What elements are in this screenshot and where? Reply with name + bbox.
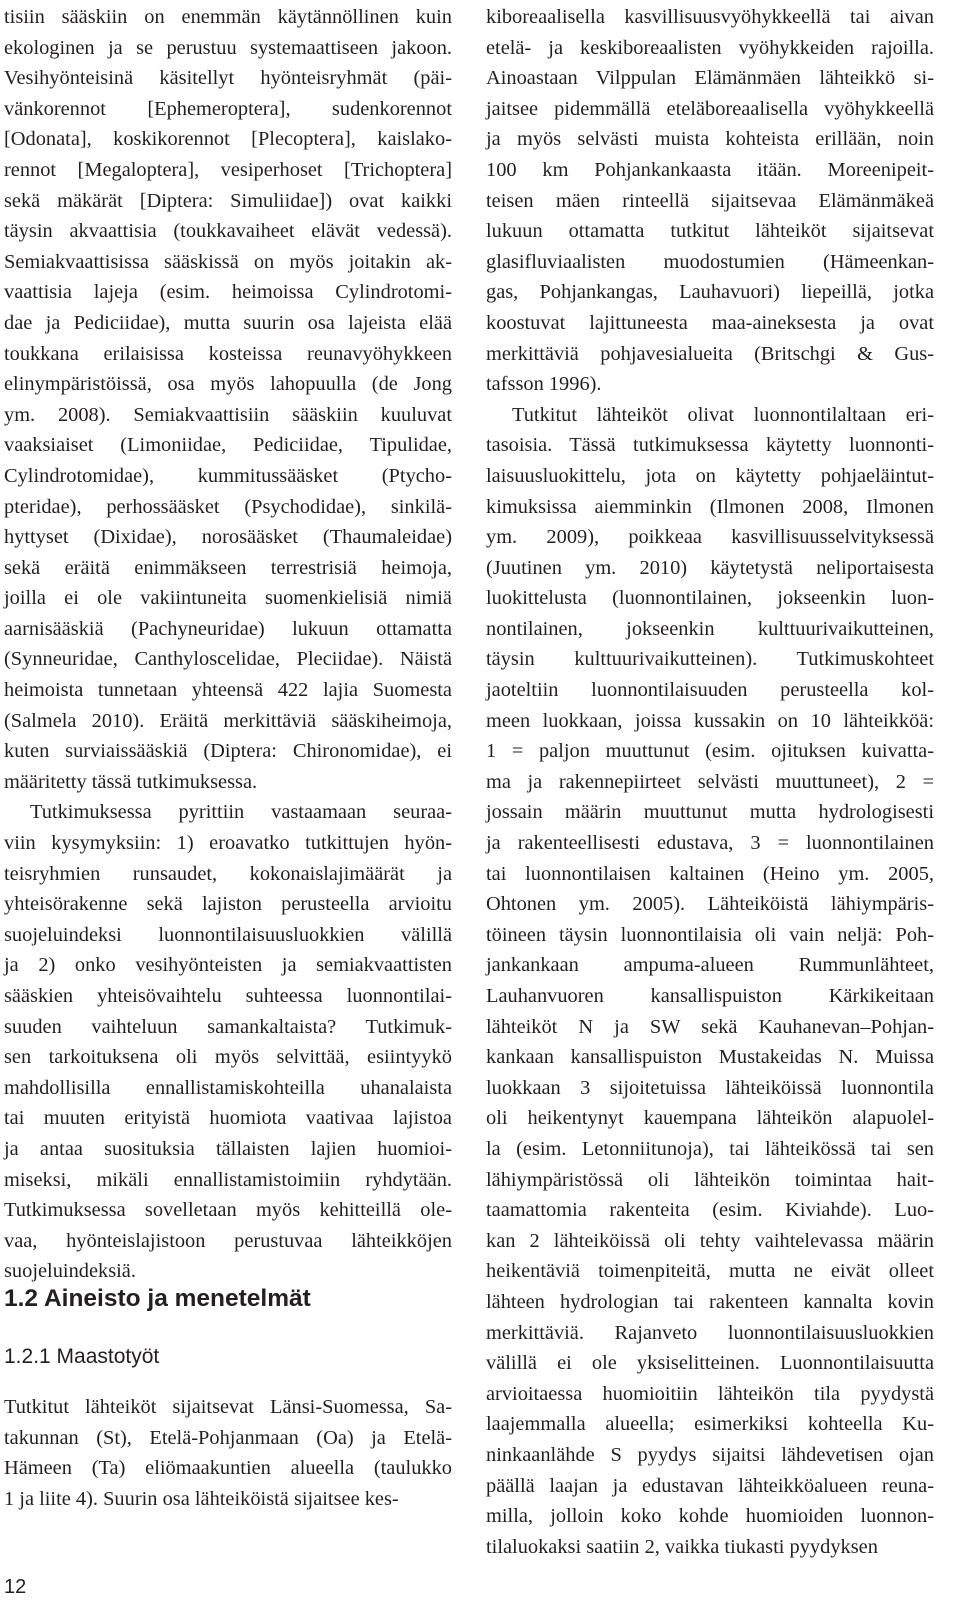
text-line: tasoisia. Tässä tutkimuksessa käytetty luonnonti-	[486, 434, 934, 457]
text-line: suuden vaihteluun samankaltaista? Tutkimuk-	[4, 1015, 452, 1038]
paragraph-1	[486, 2, 934, 400]
text-line: dae ja Pediciidae), mutta suurin osa lajeista elää	[4, 311, 452, 334]
text-line: tai luonnontilaisen kaltainen (Heino ym. 2005,	[486, 862, 934, 885]
text-line: mahdollisilla ennallistamiskohteilla uhanalaista	[4, 1076, 452, 1099]
text-line: takunnan (St), Etelä-Pohjanmaan (Oa) ja Etelä-	[4, 1426, 452, 1449]
text-line: sekä mäkärät [Diptera: Simuliidae]) ovat kaikki	[4, 189, 452, 212]
text-line: jaoteltiin luonnontilaisuuden perusteella kol-	[486, 679, 934, 702]
text-line: rennot [Megaloptera], vesiperhoset [Trichoptera]	[4, 158, 452, 181]
text-line: [Odonata], koskikorennot [Plecoptera], kaislako-	[4, 128, 452, 151]
text-line: täysin akvaattisia (toukkavaiheet elävät vedessä).	[4, 220, 452, 243]
left-text-block-upper	[4, 2, 452, 1287]
text-line: lähteiköt N ja SW sekä Kauhanevan–Pohjan-	[486, 1015, 934, 1038]
text-line: (Synneuridae, Canthyloscelidae, Pleciidae). Näistä	[4, 648, 452, 671]
text-line: kan 2 lähteiköissä oli tehty vaihtelevassa määrin	[486, 1229, 934, 1252]
paragraph-1	[4, 2, 452, 797]
text-line: kiboreaalisella kasvillisuusvyöhykkeellä tai aivan	[486, 6, 934, 28]
text-line: Hämeen (Ta) eliömaakuntien alueella (taulukko	[4, 1457, 452, 1480]
text-line: milla, jolloin koko kohde huomioiden luonnon-	[486, 1505, 934, 1528]
text-line: nontilainen, jokseenkin kulttuurivaikutteinen,	[486, 617, 934, 640]
paragraph-2	[486, 400, 934, 1563]
text-line: 1 ja liite 4). Suurin osa lähteiköistä sijaitsee kes-	[4, 1487, 399, 1510]
text-line: ja antaa suosituksia tällaisten lajien huomioi-	[4, 1137, 452, 1160]
text-line: 100 km Pohjankankaasta itään. Moreenipeit-	[486, 158, 934, 181]
text-line: miseksi, mikäli ennallistamistoimiin ryhdytään.	[4, 1168, 452, 1191]
text-line: Tutkimuksessa sovelletaan myös kehitteillä ole-	[4, 1199, 452, 1222]
text-line: meen luokkaan, joissa kussakin on 10 lähteikköä:	[486, 709, 934, 732]
text-line: välillä ei ole yksiselitteinen. Luonnontilaisuutta	[486, 1352, 934, 1375]
text-line: päällä laajan ja edustavan lähteikköalueen reuna-	[486, 1474, 934, 1497]
text-line: lähteen hydrologian tai rakenteen kannalta kovin	[486, 1290, 934, 1313]
text-line: taamattomia rakenteita (esim. Kiviahde). Luo-	[486, 1199, 934, 1222]
text-line: koostuvat lajittuneesta maa-aineksesta ja ovat	[486, 311, 934, 334]
text-line: kankaan kansallispuiston Mustakeidas N. Muissa	[486, 1046, 934, 1069]
text-line: vaattisia lajeja (esim. heimoissa Cylindrotomi-	[4, 281, 452, 304]
text-line: elinympäristöissä, osa myös lahopuulla (de Jong	[4, 373, 452, 396]
text-line: heikentäviä toimenpiteitä, mutta ne eivät olleet	[486, 1260, 934, 1283]
text-line: Lauhanvuoren kansallispuiston Kärkikeitaan	[486, 985, 934, 1007]
text-line: 1 = paljon muuttunut (esim. ojituksen kuivatta-	[486, 740, 934, 763]
text-line: Tutkitut lähteiköt olivat luonnontilaltaan eri-	[512, 403, 934, 426]
text-line: määritetty tässä tutkimuksessa.	[4, 770, 258, 793]
text-line: (Juutinen ym. 2010) käytetystä neliportaisesta	[486, 556, 934, 579]
text-line: Vesihyönteisinä käsitellyt hyönteisryhmät (päi-	[4, 67, 452, 90]
text-line: Ainoastaan Vilppulan Elämänmäen lähteikkö si-	[486, 67, 934, 90]
text-line: teisryhmien runsaudet, kokonaislajimäärät ja	[4, 862, 452, 885]
text-line: vaa, hyönteislajistoon perustuvaa lähteikköjen	[4, 1229, 452, 1252]
text-line: (Salmela 2010). Eräitä merkittäviä sääskiheimoja,	[4, 709, 452, 732]
text-line: tilaluokaksi saatiin 2, vaikka tiukasti pyydyksen	[486, 1535, 878, 1558]
text-line: jaitsee pidemmällä eteläboreaalisella vyöhykkeellä	[486, 97, 934, 120]
text-line: gas, Pohjankangas, Lauhavuori) liepeillä, jotka	[486, 281, 934, 304]
text-line: ym. 2009), poikkeaa kasvillisuusselvityksessä	[486, 526, 934, 549]
text-line: ja 2) onko vesihyönteisten ja semiakvaattisten	[4, 954, 452, 977]
text-line: laisuusluokittelu, jota on käytetty pohjaeläintut-	[486, 464, 934, 487]
text-line: lähiympäristössä oli lähteikön toimintaa hait-	[486, 1168, 934, 1191]
text-line: tisiin sääskiin on enemmän käytännöllinen kuin	[4, 6, 452, 28]
text-line: merkittäviä. Rajanveto luonnontilaisuusluokkien	[486, 1321, 934, 1344]
text-line: ninkaanlähde S pyydys sijaitsi lähdevetisen ojan	[486, 1443, 934, 1466]
text-line: Tutkimuksessa pyrittiin vastaamaan seuraa-	[30, 801, 452, 824]
text-line: vänkorennot [Ephemeroptera], sudenkorennot	[4, 97, 452, 120]
text-line: sen tarkoituksena oli myös selvittää, esiintyykö	[4, 1046, 452, 1069]
text-line: aarnisääskiä (Pachyneuridae) lukuun ottamatta	[4, 617, 452, 640]
text-line: Tutkitut lähteiköt sijaitsevat Länsi-Suomessa, Sa-	[4, 1396, 452, 1418]
text-line: ja rakenteellisesti edustava, 3 = luonnontilainen	[486, 832, 934, 855]
left-text-block-lower	[4, 1392, 452, 1514]
text-line: täysin kulttuurivaikutteinen). Tutkimuskohteet	[486, 648, 934, 671]
text-line: suojeluindeksi luonnontilaisuusluokkien välillä	[4, 923, 452, 946]
paragraph-2	[4, 797, 452, 1287]
text-line: kuten surviaissääskiä (Diptera: Chironomidae), ei	[4, 740, 452, 763]
text-line: laajemmalla alueella; esimerkiksi kohteella Ku-	[486, 1413, 934, 1436]
page-number: 12	[4, 1576, 27, 1598]
text-line: vaaksiaiset (Limoniidae, Pediciidae, Tipulidae,	[4, 434, 452, 457]
text-line: Semiakvaattisissa sääskissä on myös joitakin ak-	[4, 250, 452, 273]
text-line: viin kysymyksiin: 1) eroavatko tutkittujen hyön-	[4, 832, 452, 855]
text-line: suojeluindeksiä.	[4, 1260, 136, 1283]
text-line: joilla ei ole vakiintuneita suomenkielisiä nimiä	[4, 587, 452, 610]
text-line: teisen mäen rinteellä sijaitsevaa Elämänmäkeä	[486, 189, 934, 212]
subsection-heading: 1.2.1 Maastotyöt	[4, 1345, 160, 1368]
text-line: tai muuten erityistä huomiota vaativaa lajistoa	[4, 1107, 452, 1130]
text-line: sääskien yhteisövaihtelu suhteessa luonnontilai-	[4, 985, 452, 1007]
text-line: jossain määrin muuttunut mutta hydrologisesti	[486, 801, 934, 824]
text-line: heimoista tunnetaan yhteensä 422 lajia Suomesta	[4, 679, 452, 702]
section-heading: 1.2 Aineisto ja menetelmät	[4, 1285, 311, 1312]
text-line: tafsson 1996).	[486, 373, 602, 396]
paragraph-3	[4, 1392, 452, 1514]
text-line: arvioitaessa huomioitiin lähteikön tila pyydystä	[486, 1382, 934, 1405]
text-line: toukkana erilaisissa kosteissa reunavyöhykkeen	[4, 342, 452, 365]
text-line: ekologinen ja se perustuu systemaattiseen jakoon.	[4, 36, 452, 59]
text-line: luokittelusta (luonnontilainen, jokseenkin luon-	[486, 587, 934, 610]
right-text-block	[486, 2, 934, 1562]
text-line: etelä- ja keskiboreaalisten vyöhykkeiden rajoilla.	[486, 36, 934, 59]
text-line: ma ja rakennepiirteet selvästi muuttuneet), 2 =	[486, 770, 934, 793]
text-line: oli heikentynyt kauempana lähteikön alapuolel-	[486, 1107, 934, 1130]
text-line: luokkaan 3 sijoitetuissa lähteiköissä luonnontila	[486, 1076, 934, 1099]
text-line: la (esim. Letonniitunoja), tai lähteikössä tai sen	[486, 1137, 934, 1160]
text-line: merkittäviä pohjavesialueita (Britschgi & Gus-	[486, 342, 934, 365]
text-line: kimuksissa aiemminkin (Ilmonen 2008, Ilmonen	[486, 495, 934, 518]
text-line: ja myös selvästi muista kohteista erillään, noin	[486, 128, 934, 151]
text-line: lukuun ottamatta tutkitut lähteiköt sijaitsevat	[486, 220, 934, 243]
text-line: pteridae), perhossääsket (Psychodidae), sinkilä-	[4, 495, 452, 518]
text-line: sekä eräitä enimmäkseen terrestrisiä heimoja,	[4, 556, 452, 579]
text-line: yhteisörakenne sekä lajiston perusteella arvioitu	[4, 893, 452, 916]
text-line: Ohtonen ym. 2005). Lähteiköistä lähiympäris-	[486, 893, 934, 916]
text-line: jankankaan ampuma-alueen Rummunlähteet,	[486, 954, 934, 977]
text-line: Cylindrotomidae), kummitussääsket (Ptycho-	[4, 464, 452, 487]
text-line: hyttyset (Dixidae), norosääsket (Thaumaleidae)	[4, 526, 452, 549]
text-line: ym. 2008). Semiakvaattisiin sääskiin kuuluvat	[4, 403, 452, 426]
text-line: töineen täysin luonnontilaisia oli vain neljä: Poh-	[486, 923, 934, 946]
text-line: glasifluviaalisten muodostumien (Hämeenkan-	[486, 250, 934, 273]
